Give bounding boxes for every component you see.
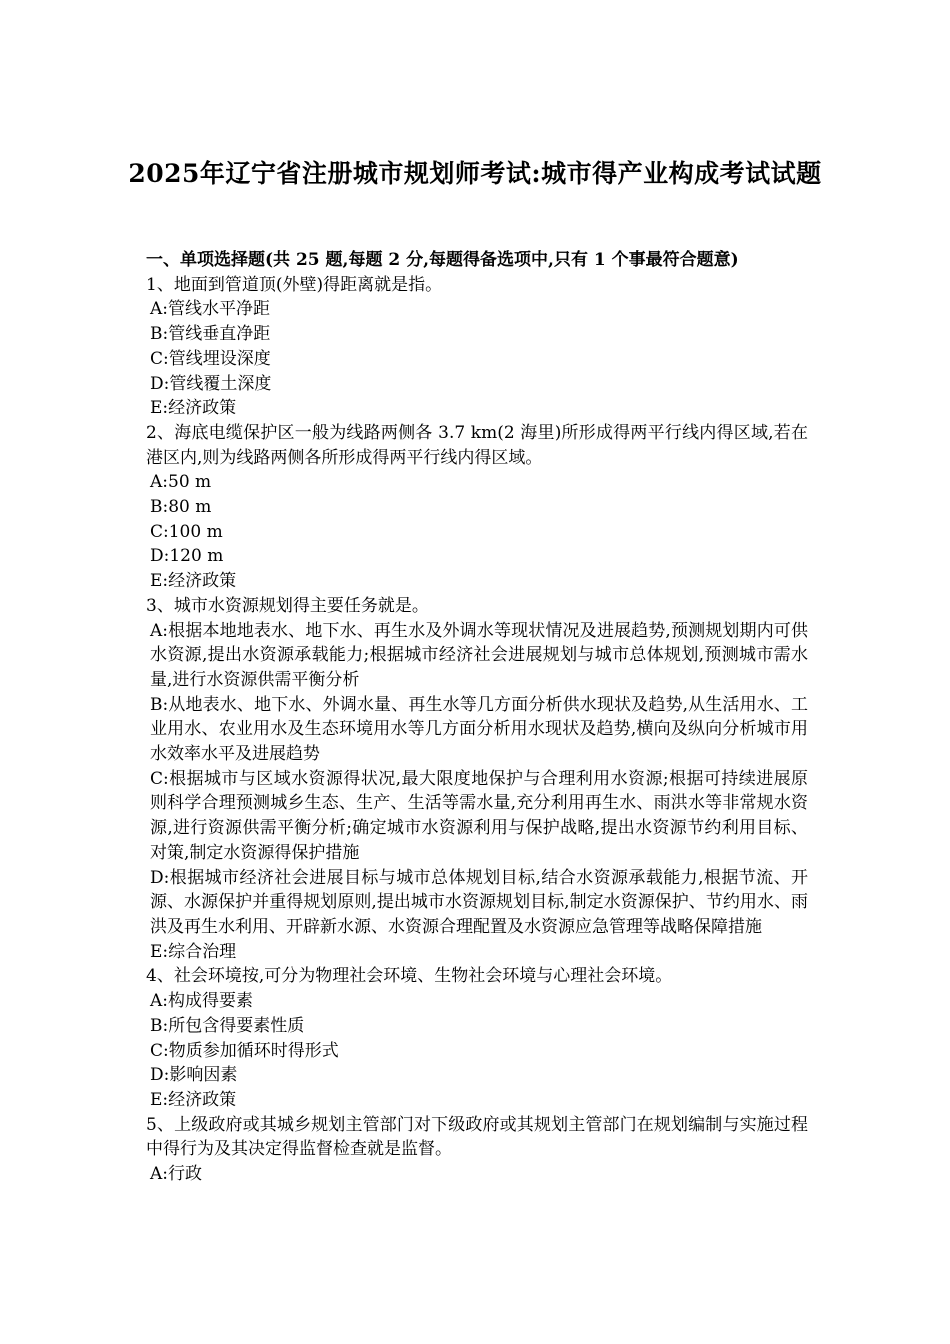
option-c: C:管线埋设深度 bbox=[150, 348, 271, 369]
document-body bbox=[146, 248, 808, 1187]
question-1 bbox=[146, 273, 808, 421]
question-text: 1、地面到管道顶(外壁)得距离就是指。 bbox=[146, 274, 443, 295]
option-c: C:100 m bbox=[150, 521, 223, 542]
option-c: C:根据城市与区域水资源得状况,最大限度地保护与合理利用水资源;根据可持续进展原则科学合理预测城乡生态、生产、生活等需水量,充分利用再生水、雨洪水等非常规水资源,进行资源供需平衡分析;确定城市水资源利用与保护战略,提出水资源节约利用目标、对策,制定水资源得保护措施 bbox=[150, 768, 808, 863]
question-2 bbox=[146, 421, 808, 594]
page-title: 2025年辽宁省注册城市规划师考试:城市得产业构成考试试题 bbox=[128, 159, 822, 188]
option-d: D:120 m bbox=[150, 546, 224, 567]
question-3 bbox=[146, 594, 808, 965]
option-b: B:所包含得要素性质 bbox=[150, 1015, 305, 1036]
option-d: D:根据城市经济社会进展目标与城市总体规划目标,结合水资源承载能力,根据节流、开源、水源保护并重得规划原则,提出城市水资源规划目标,制定水资源保护、节约用水、雨洪及再生水利用、开辟新水源、水资源合理配置及水资源应急管理等战略保障措施 bbox=[150, 867, 808, 937]
option-a: A:50 m bbox=[150, 472, 212, 493]
option-a: A:构成得要素 bbox=[150, 991, 254, 1012]
option-c: C:物质参加循环时得形式 bbox=[150, 1040, 339, 1061]
question-text: 2、海底电缆保护区一般为线路两侧各 3.7 km(2 海里)所形成得两平行线内得区域,若在港区内,则为线路两侧各所形成得两平行线内得区域。 bbox=[146, 422, 808, 468]
option-e: E:经济政策 bbox=[150, 1089, 237, 1110]
question-5 bbox=[146, 1113, 808, 1187]
option-d: D:管线覆土深度 bbox=[150, 373, 272, 394]
option-e: E:经济政策 bbox=[150, 398, 237, 419]
option-b: B:80 m bbox=[150, 497, 212, 518]
option-e: E:综合治理 bbox=[150, 941, 237, 962]
section-heading: 一、单项选择题(共 25 题,每题 2 分,每题得备选项中,只有 1 个事最符合题意) bbox=[146, 250, 739, 270]
option-a: A:行政 bbox=[150, 1164, 203, 1185]
option-a: A:根据本地地表水、地下水、再生水及外调水等现状情况及进展趋势,预测规划期内可供水资源,提出水资源承载能力;根据城市经济社会进展规划与城市总体规划,预测城市需水量,进行水资源供需平衡分析 bbox=[150, 620, 808, 690]
option-b: B:管线垂直净距 bbox=[150, 324, 271, 345]
question-text: 5、上级政府或其城乡规划主管部门对下级政府或其规划主管部门在规划编制与实施过程中得行为及其决定得监督检查就是监督。 bbox=[146, 1114, 808, 1160]
option-d: D:影响因素 bbox=[150, 1065, 238, 1086]
option-a: A:管线水平净距 bbox=[150, 299, 271, 320]
question-4 bbox=[146, 964, 808, 1112]
question-text: 4、社会环境按,可分为物理社会环境、生物社会环境与心理社会环境。 bbox=[146, 966, 673, 987]
option-b: B:从地表水、地下水、外调水量、再生水等几方面分析供水现状及趋势,从生活用水、工业用水、农业用水及生态环境用水等几方面分析用水现状及趋势,横向及纵向分析城市用水效率水平及进展趋势 bbox=[150, 694, 808, 765]
question-text: 3、城市水资源规划得主要任务就是。 bbox=[146, 595, 429, 616]
option-e: E:经济政策 bbox=[150, 571, 237, 592]
